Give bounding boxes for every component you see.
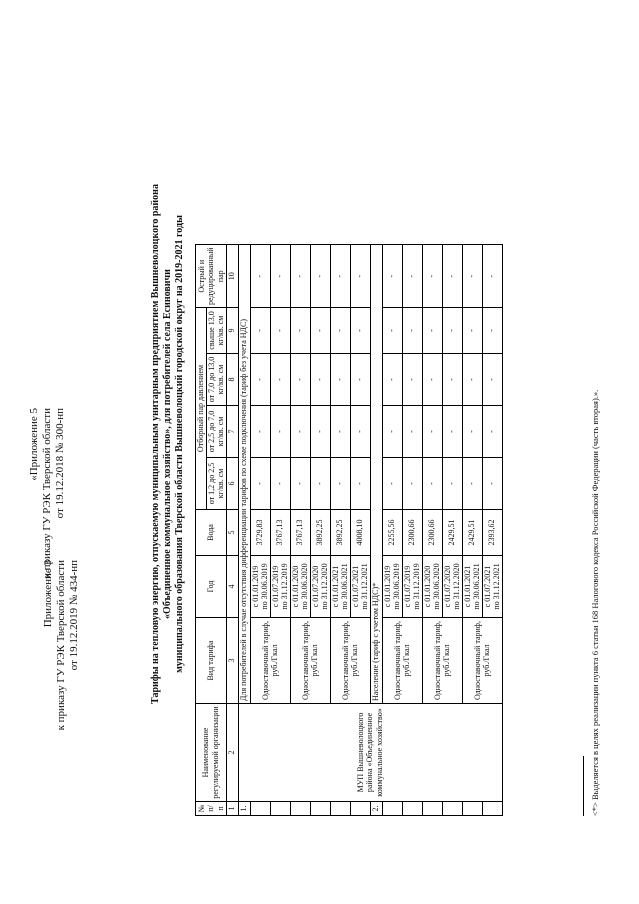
appendix-3-line: от 19.12.2019 № 434-нп xyxy=(68,560,80,671)
row-number-cell xyxy=(310,802,330,816)
empty-tariff-dash: - xyxy=(442,245,462,308)
row-number-cell xyxy=(442,802,462,816)
appendix-3-line: к приказу ГУ РЭК Тверской области xyxy=(55,560,67,731)
header-row xyxy=(196,245,207,816)
period-cell xyxy=(350,556,370,618)
empty-tariff-dash: - xyxy=(462,308,482,354)
row-number-cell xyxy=(350,802,370,816)
period-start: с 01.01.2021 xyxy=(330,565,340,608)
period-start: с 01.01.2021 xyxy=(462,565,472,608)
empty-tariff-dash: - xyxy=(310,354,330,406)
empty-tariff-dash: - xyxy=(422,308,442,354)
empty-tariff-dash: - xyxy=(270,354,290,406)
empty-tariff-dash: - xyxy=(310,406,330,458)
empty-tariff-dash: - xyxy=(270,308,290,354)
period-end: по 31.12.2021 xyxy=(492,563,501,610)
period-start: с 01.07.2020 xyxy=(310,565,320,608)
period-start: с 01.01.2019 xyxy=(382,565,392,608)
row-number-cell xyxy=(270,802,290,816)
period-cell xyxy=(402,556,422,618)
tariff-type-cell: Одноставочный тариф, руб./Гкал xyxy=(290,618,330,704)
period-cell xyxy=(290,556,310,618)
empty-tariff-dash: - xyxy=(270,458,290,510)
period-end: по 30.06.2020 xyxy=(300,563,309,610)
header-sharp-steam: Острый и редуцированный пар xyxy=(196,245,227,308)
document-title xyxy=(150,134,186,754)
empty-tariff-dash: - xyxy=(250,245,270,308)
empty-tariff-dash: - xyxy=(402,354,422,406)
col-number: 3 xyxy=(226,618,238,704)
empty-tariff-dash: - xyxy=(462,245,482,308)
section-number: 2. xyxy=(370,802,382,816)
tariff-type-cell: Одноставочный тариф, руб./Гкал xyxy=(330,618,370,704)
header-pressure-1: от 1,2 до 2,5 кг/кв. см xyxy=(206,458,226,510)
empty-tariff-dash: - xyxy=(382,245,402,308)
period-start: с 01.07.2019 xyxy=(270,565,280,608)
period-cell xyxy=(442,556,462,618)
header-no: № п/п xyxy=(196,802,227,816)
row-number-cell xyxy=(330,802,350,816)
period-end: по 30.06.2019 xyxy=(260,563,269,610)
tariff-type-cell: Одноставочный тариф, руб./Гкал xyxy=(422,618,462,704)
empty-tariff-dash: - xyxy=(402,406,422,458)
period-cell xyxy=(310,556,330,618)
empty-tariff-dash: - xyxy=(250,308,270,354)
period-start: с 01.01.2019 xyxy=(250,565,260,608)
period-start: с 01.07.2021 xyxy=(482,565,492,608)
row-number-cell xyxy=(382,802,402,816)
empty-tariff-dash: - xyxy=(402,458,422,510)
period-end: по 30.06.2020 xyxy=(432,563,441,610)
period-end: по 31.12.2021 xyxy=(360,563,369,610)
header-org: Наименование регулируемой организации xyxy=(196,704,227,802)
period-start: с 01.07.2019 xyxy=(402,565,412,608)
header-pressure-3: от 7,0 до 13,0 кг/кв. см xyxy=(206,354,226,406)
empty-tariff-dash: - xyxy=(442,354,462,406)
row-number-cell xyxy=(402,802,422,816)
tariff-table xyxy=(195,244,503,816)
header-pressure-2: от 2,5 до 7,0 кг/кв. см xyxy=(206,406,226,458)
water-tariff-value: 2300,66 xyxy=(422,510,442,556)
empty-tariff-dash: - xyxy=(482,308,502,354)
period-end: по 30.06.2021 xyxy=(340,563,349,610)
footnote: <*> Выделяется в целях реализации пункта 6 статьи 168 Налогового кодекса Российской Федерации (часть вторая).». xyxy=(590,389,600,816)
water-tariff-value: 2393,62 xyxy=(482,510,502,556)
col-number: 7 xyxy=(226,406,238,458)
empty-tariff-dash: - xyxy=(350,406,370,458)
col-number: 5 xyxy=(226,510,238,556)
empty-tariff-dash: - xyxy=(482,406,502,458)
section-title: Население (тариф с учетом НДС)* xyxy=(370,245,382,704)
water-tariff-value: 3767,13 xyxy=(290,510,310,556)
water-tariff-value: 2300,66 xyxy=(402,510,422,556)
empty-tariff-dash: - xyxy=(330,458,350,510)
empty-tariff-dash: - xyxy=(482,354,502,406)
section-number: 1. xyxy=(238,802,250,816)
empty-tariff-dash: - xyxy=(270,245,290,308)
water-tariff-value: 3767,13 xyxy=(270,510,290,556)
empty-tariff-dash: - xyxy=(290,308,310,354)
row-number-cell xyxy=(250,802,270,816)
empty-tariff-dash: - xyxy=(290,354,310,406)
section-title: Для потребителей в случае отсутствия дифференциации тарифов по схеме подключения (тариф без учета НДС) xyxy=(238,245,250,704)
header-year: Год xyxy=(196,556,227,618)
empty-tariff-dash: - xyxy=(310,245,330,308)
col-number: 9 xyxy=(226,308,238,354)
col-number: 2 xyxy=(226,704,238,802)
col-number: 6 xyxy=(226,458,238,510)
empty-tariff-dash: - xyxy=(422,245,442,308)
appendix-3-line: Приложение 3 xyxy=(42,560,54,628)
org-name-cell: МУП Вышневолоцкого района «Объединенное коммунальное хозяйство» xyxy=(238,704,502,802)
empty-tariff-dash: - xyxy=(462,354,482,406)
empty-tariff-dash: - xyxy=(330,245,350,308)
header-steam-group: Отборный пар давлением xyxy=(196,308,207,510)
header-tariff-type: Вид тарифа xyxy=(196,618,227,704)
empty-tariff-dash: - xyxy=(382,406,402,458)
water-tariff-value: 4008,10 xyxy=(350,510,370,556)
period-start: с 01.07.2020 xyxy=(442,565,452,608)
title-line: муниципального образования Тверской области Вышневолоцкий городской округ на 2019-2021 годы xyxy=(174,215,185,673)
water-tariff-value: 2429,51 xyxy=(442,510,462,556)
tariff-type-cell: Одноставочный тариф, руб./Гкал xyxy=(250,618,290,704)
empty-tariff-dash: - xyxy=(350,308,370,354)
water-tariff-value: 2255,56 xyxy=(382,510,402,556)
period-cell xyxy=(422,556,442,618)
appendix-5-line: к приказу ГУ РЭК Тверской области xyxy=(41,408,53,579)
appendix-3-header xyxy=(42,560,81,730)
empty-tariff-dash: - xyxy=(330,308,350,354)
period-cell xyxy=(270,556,290,618)
empty-tariff-dash: - xyxy=(350,458,370,510)
title-line: «Объединенное коммунальное хозяйство», для потребителей села Есиновичи xyxy=(162,269,173,619)
empty-tariff-dash: - xyxy=(290,245,310,308)
empty-tariff-dash: - xyxy=(382,354,402,406)
appendix-5-header xyxy=(28,408,67,578)
col-number: 1 xyxy=(226,802,238,816)
section-row xyxy=(238,245,250,816)
period-start: с 01.01.2020 xyxy=(422,565,432,608)
empty-tariff-dash: - xyxy=(422,354,442,406)
period-end: по 31.12.2020 xyxy=(320,563,329,610)
empty-tariff-dash: - xyxy=(402,308,422,354)
period-cell xyxy=(330,556,350,618)
title-line: Тарифы на тепловую энергию, отпускаемую муниципальным унитарным предприятием Вышневолоцкого района xyxy=(150,184,161,704)
empty-tariff-dash: - xyxy=(442,308,462,354)
period-cell xyxy=(250,556,270,618)
empty-tariff-dash: - xyxy=(382,308,402,354)
water-tariff-value: 2429,51 xyxy=(462,510,482,556)
empty-tariff-dash: - xyxy=(482,458,502,510)
empty-tariff-dash: - xyxy=(462,406,482,458)
water-tariff-value: 3892,25 xyxy=(310,510,330,556)
empty-tariff-dash: - xyxy=(350,354,370,406)
period-end: по 30.06.2019 xyxy=(392,563,401,610)
empty-tariff-dash: - xyxy=(250,354,270,406)
empty-tariff-dash: - xyxy=(442,406,462,458)
period-cell xyxy=(462,556,482,618)
empty-tariff-dash: - xyxy=(462,458,482,510)
empty-tariff-dash: - xyxy=(350,245,370,308)
period-cell xyxy=(482,556,502,618)
column-number-row xyxy=(226,245,238,816)
col-number: 4 xyxy=(226,556,238,618)
empty-tariff-dash: - xyxy=(250,458,270,510)
empty-tariff-dash: - xyxy=(382,458,402,510)
empty-tariff-dash: - xyxy=(330,406,350,458)
empty-tariff-dash: - xyxy=(290,458,310,510)
tariff-type-cell: Одноставочный тариф, руб./Гкал xyxy=(382,618,422,704)
row-number-cell xyxy=(422,802,442,816)
row-number-cell xyxy=(462,802,482,816)
empty-tariff-dash: - xyxy=(310,308,330,354)
period-end: по 30.06.2021 xyxy=(472,563,481,610)
tariff-type-cell: Одноставочный тариф, руб./Гкал xyxy=(462,618,502,704)
col-number: 8 xyxy=(226,354,238,406)
period-start: с 01.01.2020 xyxy=(290,565,300,608)
period-start: с 01.07.2021 xyxy=(350,565,360,608)
col-number: 10 xyxy=(226,245,238,308)
period-end: по 31.12.2019 xyxy=(280,563,289,610)
empty-tariff-dash: - xyxy=(422,406,442,458)
empty-tariff-dash: - xyxy=(310,458,330,510)
header-water: Вода xyxy=(196,510,227,556)
water-tariff-value: 3892,25 xyxy=(330,510,350,556)
empty-tariff-dash: - xyxy=(402,245,422,308)
period-cell xyxy=(382,556,402,618)
footnote-divider xyxy=(583,756,584,816)
appendix-5-line: «Приложение 5 xyxy=(28,408,40,481)
empty-tariff-dash: - xyxy=(290,406,310,458)
row-number-cell xyxy=(290,802,310,816)
appendix-5-line: от 19.12.2018 № 300-нп xyxy=(54,408,66,519)
period-end: по 31.12.2020 xyxy=(452,563,461,610)
row-number-cell xyxy=(482,802,502,816)
period-end: по 31.12.2019 xyxy=(412,563,421,610)
empty-tariff-dash: - xyxy=(442,458,462,510)
empty-tariff-dash: - xyxy=(330,354,350,406)
empty-tariff-dash: - xyxy=(422,458,442,510)
header-pressure-4: свыше 13,0 кг/кв. см xyxy=(206,308,226,354)
empty-tariff-dash: - xyxy=(250,406,270,458)
empty-tariff-dash: - xyxy=(270,406,290,458)
empty-tariff-dash: - xyxy=(482,245,502,308)
water-tariff-value: 3729,83 xyxy=(250,510,270,556)
